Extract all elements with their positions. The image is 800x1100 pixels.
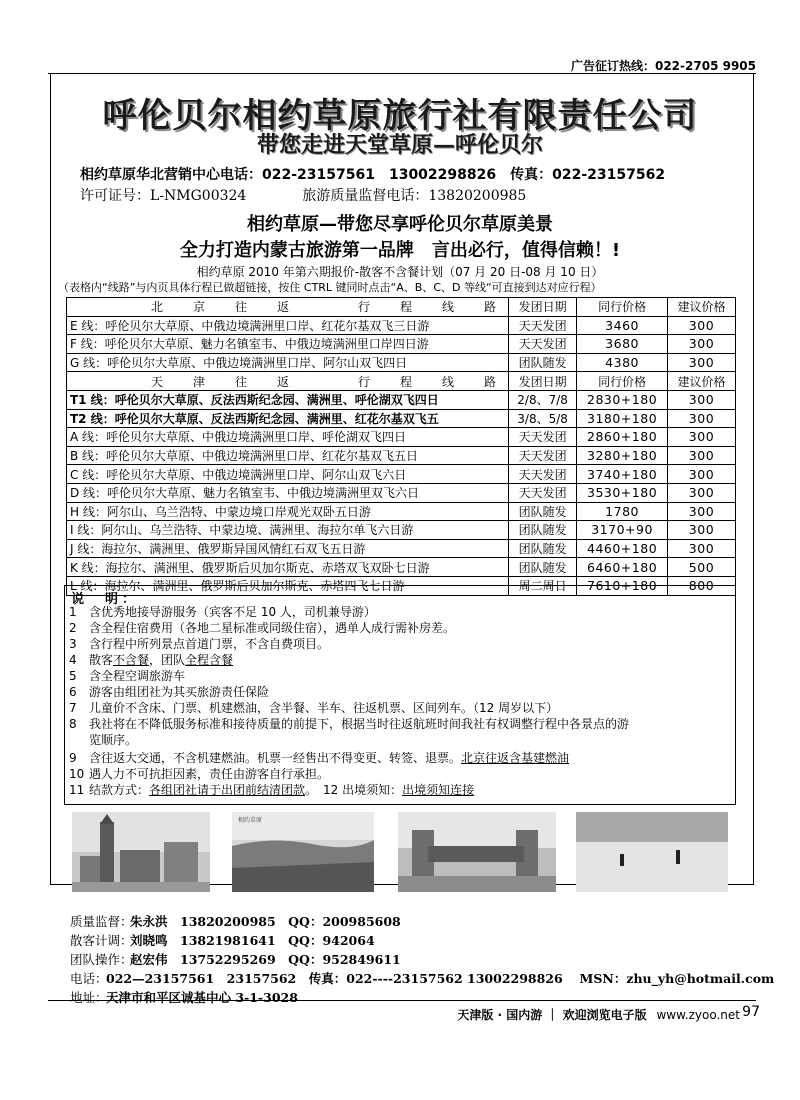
notes-title: 说 明： [71,592,140,607]
license-line [80,185,582,205]
bottom-rule [48,1000,756,1001]
route-name[interactable]: J 线：海拉尔、满洲里、俄罗斯异国风情红石双飞五日游 [67,539,509,558]
depart-date: 3/8、5/8 [509,409,577,428]
fuel-link[interactable]: 北京往返含基建燃油 [461,751,570,765]
depart-date: 团队随发 [509,558,577,577]
notes-box [64,585,736,805]
footer-row: 团队操作：赵宏伟 13752295269 QQ：952849611 [70,952,401,967]
depart-date: 天天发团 [509,465,577,484]
tagline-2: 全力打造内蒙古旅游第一品牌 言出必行，值得信赖！! [179,240,621,261]
note-item: 3 含行程中所列景点首道门票，不含自费项目。 [69,637,330,651]
depart-date: 天天发团 [509,446,577,465]
table-header-row [67,298,736,317]
grassland-photo [232,812,374,892]
suggested-price: 300 [667,483,735,502]
trade-price: 4460+180 [577,539,668,558]
license-number: 许可证号：L-NMG00324 [80,188,247,204]
contact-footer [70,912,774,1007]
route-row[interactable] [67,428,736,447]
note-item: 10 遇人力不可抗拒因素，责任由游客自行承担。 [69,767,330,781]
route-row[interactable] [67,335,736,354]
trade-price: 3280+180 [577,446,668,465]
route-name[interactable]: L 线：海拉尔、满洲里、俄罗斯后贝加尔斯克、赤塔四飞七日游 [67,576,509,595]
trade-price: 3740+180 [577,465,668,484]
depart-date: 团队随发 [509,521,577,540]
footer-row: 散客计调：刘晓鸣 13821981641 QQ：942064 [70,933,375,948]
suggested-price: 300 [667,409,735,428]
suggested-price: 300 [667,316,735,335]
route-row[interactable] [67,446,736,465]
header-cell: 建议价格 [667,298,735,317]
route-row[interactable] [67,409,736,428]
page-number: 97 [742,1004,760,1020]
suggested-price: 300 [667,465,735,484]
header-cell: 同行价格 [577,372,668,391]
depart-date: 周二周日 [509,576,577,595]
trade-price: 2830+180 [577,390,668,409]
trade-price: 3530+180 [577,483,668,502]
header-cell: 发团日期 [509,298,577,317]
payment-link[interactable]: 各组团社请于出团前结清团款 [149,783,306,797]
contact-line: 相约草原华北营销中心电话：022-23157561 13002298826 传真：022-23157562 [80,167,666,183]
trade-price: 2860+180 [577,428,668,447]
note-item: 11 结款方式：各组团社请于出团前结清团款。 12 出境须知：出境须知连接 [69,783,475,797]
edition-label: 天津版 · 国内游 ｜ 欢迎浏览电子版 [457,1008,647,1022]
note-item: 2 含全程住宿费用（各地二星标准或同级住宿），遇单人成行需补房差。 [69,621,456,635]
city-photo [72,812,210,892]
route-name[interactable]: A 线：呼伦贝尔大草原、中俄边境满洲里口岸、呼伦湖双飞四日 [67,428,509,447]
tagline-1: 相约草原—带您尽享呼伦贝尔草原美景 [247,214,553,235]
header-cell: 发团日期 [509,372,577,391]
header-cell: 建议价格 [667,372,735,391]
route-name[interactable]: T2 线：呼伦贝尔大草原、反法西斯纪念园、满洲里、红花尔基双飞五 [67,409,509,428]
route-row[interactable] [67,465,736,484]
depart-date: 天天发团 [509,428,577,447]
full-meal-link[interactable]: 全程含餐 [185,653,234,667]
note-item: 8 我社将在不降低服务标准和接待质量的前提下，根据当时往返航班时间我社有权调整行程中各景点的游 [69,717,630,731]
trade-price: 3680 [577,335,668,354]
trade-price: 4380 [577,353,668,372]
note-item: 6 游客由组团社为其买旅游责任保险 [69,685,270,699]
route-row[interactable] [67,521,736,540]
trade-price: 7610+180 [577,576,668,595]
route-name[interactable]: B 线：呼伦贝尔大草原、中俄边境满洲里口岸、红花尔基双飞五日 [67,446,509,465]
slogan: 带您走进天堂草原—呼伦贝尔 [256,132,543,158]
depart-date: 天天发团 [509,483,577,502]
trade-price: 6460+180 [577,558,668,577]
footer-row: 地址：天津市和平区诚基中心 3-1-3028 [70,990,298,1005]
suggested-price: 300 [667,446,735,465]
trade-price: 3180+180 [577,409,668,428]
no-meal-link[interactable]: 不含餐 [113,653,150,667]
route-name[interactable]: H 线：阿尔山、乌兰浩特、中蒙边境口岸观光双卧五日游 [67,502,509,521]
suggested-price: 300 [667,390,735,409]
suggested-price: 300 [667,353,735,372]
route-row[interactable] [67,353,736,372]
route-name[interactable]: F 线：呼伦贝尔大草原、魅力名镇室韦、中俄边境满洲里口岸四日游 [67,335,509,354]
route-name[interactable]: K 线：海拉尔、满洲里、俄罗斯后贝加尔斯克、赤塔双飞双卧七日游 [67,558,509,577]
trade-price: 1780 [577,502,668,521]
suggested-price: 800 [667,576,735,595]
depart-date: 团队随发 [509,353,577,372]
route-name[interactable]: E 线：呼伦贝尔大草原、中俄边境满洲里口岸、红花尔基双飞三日游 [67,316,509,335]
depart-date: 天天发团 [509,316,577,335]
border-gate-photo [398,812,556,892]
trade-price: 3170+90 [577,521,668,540]
website-link[interactable]: www.zyoo.net [656,1008,740,1022]
note-item: 7 儿童价不含床、门票、机建燃油，含半餐、半车、往返机票、区间列车。（12 周岁以下） [69,701,559,715]
route-name[interactable]: C 线：呼伦贝尔大草原、中俄边境满洲里口岸、阿尔山双飞六日 [67,465,509,484]
route-row[interactable] [67,483,736,502]
route-row[interactable] [67,390,736,409]
route-row[interactable] [67,558,736,577]
price-heading: 相约草原 2010 年第六期报价-散客不含餐计划（07 月 20 日-08 月 10 日） [196,265,604,279]
note-item: 1 含优秀地接导游服务（宾客不足 10 人，司机兼导游） [69,605,376,619]
footer-row: 质量监督：朱永洪 13820200985 QQ：200985608 [70,914,401,929]
route-row[interactable] [67,502,736,521]
note-item: 9 含往返大交通，不含机建燃油。机票一经售出不得变更、转签、退票。北京往返含基建燃油 [69,751,570,765]
note-item-cont: 览顺序。 [89,733,138,747]
footer-row: 电话：022—23157561 23157562 传真：022----23157562 13002298826 MSN：zhu_yh@hotmail.com [70,971,775,986]
header-route: 北 京 往 返 行 程 线 路 [67,298,509,317]
exit-notice-link[interactable]: 出境须知连接 [402,783,475,797]
note-item: 4 散客不含餐，团队全程含餐 [69,653,234,667]
depart-date: 天天发团 [509,335,577,354]
table-note: （表格内“线路”与内页具体行程已做超链接，按住 CTRL 键同时点击“A、B、C、D 等线“可直接到达对应行程） [58,281,602,294]
suggested-price: 300 [667,502,735,521]
table-header-row [67,372,736,391]
suggested-price: 300 [667,521,735,540]
routes-table [66,297,736,596]
company-name: 呼伦贝尔相约草原旅行社有限责任公司 [102,96,698,136]
depart-date: 团队随发 [509,539,577,558]
bottom-bar [457,1006,740,1023]
route-row[interactable] [67,539,736,558]
depart-date: 2/8、7/8 [509,390,577,409]
route-row[interactable] [67,316,736,335]
suggested-price: 300 [667,539,735,558]
note-item: 5 含全程空调旅游车 [69,669,186,683]
depart-date: 团队随发 [509,502,577,521]
route-name[interactable]: T1 线：呼伦贝尔大草原、反法西斯纪念园、满洲里、呼伦湖双飞四日 [67,390,509,409]
quality-phone: 旅游质量监督电话：13820200985 [302,188,527,204]
lake-photo [576,812,728,892]
route-name[interactable]: I 线：阿尔山、乌兰浩特、中蒙边境、满洲里、海拉尔单飞六日游 [67,521,509,540]
suggested-price: 300 [667,335,735,354]
trade-price: 3460 [577,316,668,335]
top-bar [0,55,800,73]
photo-caption: 相约草原 [238,817,263,824]
header-route: 天 津 往 返 行 程 线 路 [67,372,509,391]
suggested-price: 300 [667,428,735,447]
ad-hotline: 广告征订热线：022-2705 9905 [570,59,756,73]
header-cell: 同行价格 [577,298,668,317]
route-name[interactable]: D 线：呼伦贝尔大草原、魅力名镇室韦、中俄边境满洲里双飞六日 [67,483,509,502]
route-name[interactable]: G 线：呼伦贝尔大草原、中俄边境满洲里口岸、阿尔山双飞四日 [67,353,509,372]
suggested-price: 500 [667,558,735,577]
